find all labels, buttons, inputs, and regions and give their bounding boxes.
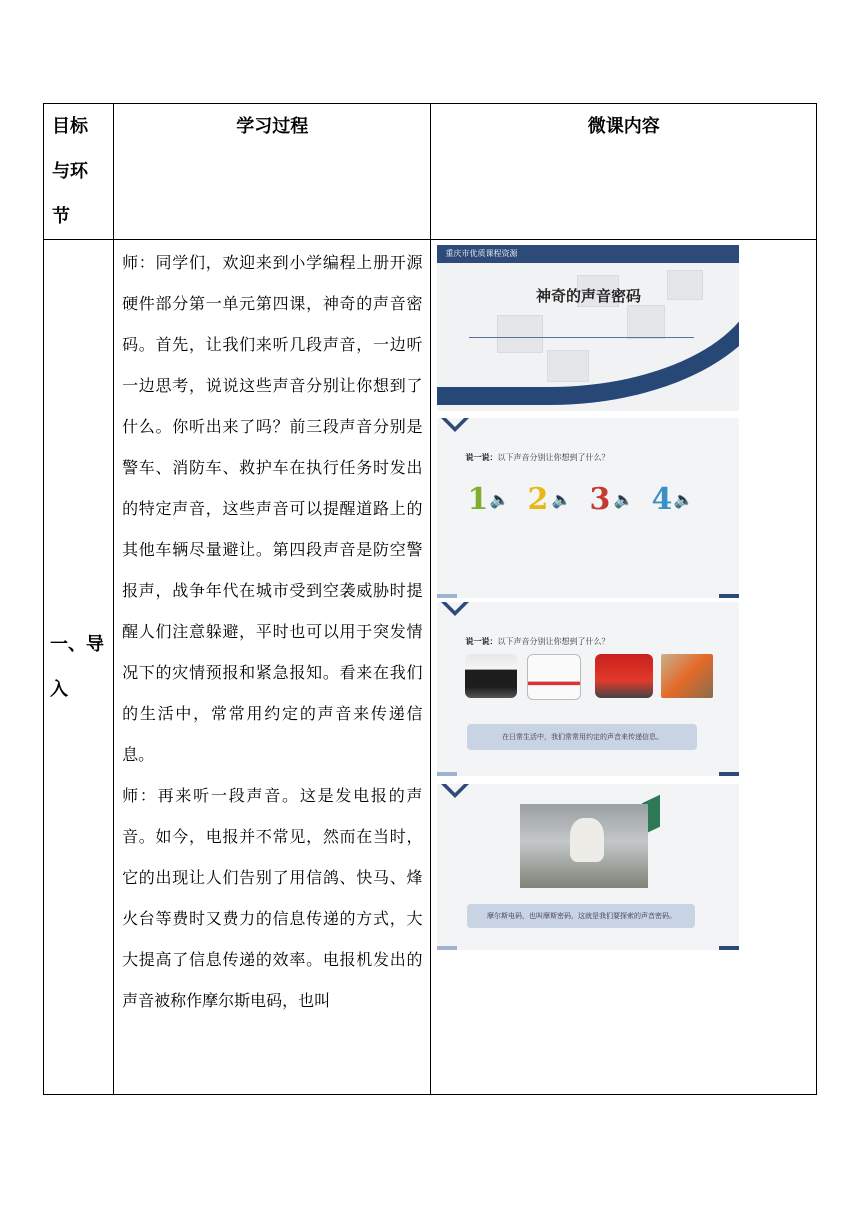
slide-curve-decoration [437, 245, 739, 405]
header-microlesson: 微课内容 [431, 104, 817, 240]
slide-title [437, 245, 739, 411]
header-goal-line2: 与环 [52, 161, 88, 182]
stage-cell [44, 240, 114, 1095]
slide-banner-text: 重庆市优质课程资源 [445, 249, 518, 258]
sound-number-3: 3 [589, 482, 611, 517]
slide-prompt [465, 636, 609, 647]
header-process: 学习过程 [114, 104, 431, 240]
slide-title-rule [469, 337, 694, 338]
table-header-row [44, 104, 817, 240]
sound-number-4: 4 [651, 482, 673, 517]
process-paragraph-1: 师：同学们，欢迎来到小学编程上册开源硬件部分第一单元第四课，神奇的声音密码。首先，让我们来听几段声音，一边听一边思考，说说这些声音分别让你想到了什么。你听出来了吗？前三段声音分别是警车、消防车、救护车在执行任务时发出的特定声音，这些声音可以提醒道路上的其他车辆尽量避让。第四段声音是防空警报声，战争年代在城市受到空袭威胁时提醒人们注意躲避，平时也可以用于突发情况下的灾情预报和紧急报知。看来在我们的生活中，常常用约定的声音来传递信息。 [122, 253, 423, 764]
horse-image [520, 804, 648, 888]
police-car-image [465, 654, 517, 698]
speaker-icon[interactable]: 🔈 [551, 490, 572, 509]
slide-morse-code [437, 784, 739, 950]
sound-number-2: 2 [527, 482, 549, 517]
slide-vehicles [437, 602, 739, 776]
prompt-bold: 说一说： [465, 453, 498, 462]
slide-banner [437, 245, 739, 263]
speaker-icon[interactable]: 🔈 [673, 490, 694, 509]
sound-number-1: 1 [467, 482, 489, 517]
process-paragraph-2: 师：再来听一段声音。这是发电报的声音。如今，电报并不常见，然而在当时，它的出现让人们告别了用信鸽、快马、烽火台等费时又费力的信息传递的方式，大大提高了信息传递的效率。电报机发出的声音被称作摩尔斯电码，也叫 [122, 786, 423, 1010]
speaker-icon[interactable]: 🔈 [613, 490, 634, 509]
speaker-icon[interactable]: 🔈 [489, 490, 510, 509]
lesson-table [43, 103, 817, 1095]
stage-line2: 入 [50, 679, 68, 700]
process-cell [114, 240, 431, 1095]
fire-truck-image [595, 654, 653, 698]
slide-sounds-numbers [437, 418, 739, 598]
ambulance-image [527, 654, 581, 700]
prompt-text: 以下声音分别让你想到了什么？ [497, 453, 610, 462]
air-raid-scene-image [661, 654, 713, 698]
table-row [44, 240, 817, 1095]
header-goal-line3: 节 [52, 206, 70, 227]
stage-line1: 一、导 [50, 634, 104, 655]
header-goal-line1: 目标 [52, 116, 88, 137]
slide-caption: 摩尔斯电码，也叫摩斯密码，这就是我们要探索的声音密码。 [467, 904, 695, 928]
microlesson-cell [431, 240, 817, 1095]
header-goal-stage [44, 104, 114, 240]
slide-caption: 在日常生活中，我们常常用约定的声音来传递信息。 [467, 724, 697, 750]
prompt-bold: 说一说： [465, 637, 498, 646]
prompt-text: 以下声音分别让你想到了什么？ [497, 637, 610, 646]
slide-title-text: 神奇的声音密码 [535, 287, 641, 305]
slide-prompt [465, 452, 609, 463]
